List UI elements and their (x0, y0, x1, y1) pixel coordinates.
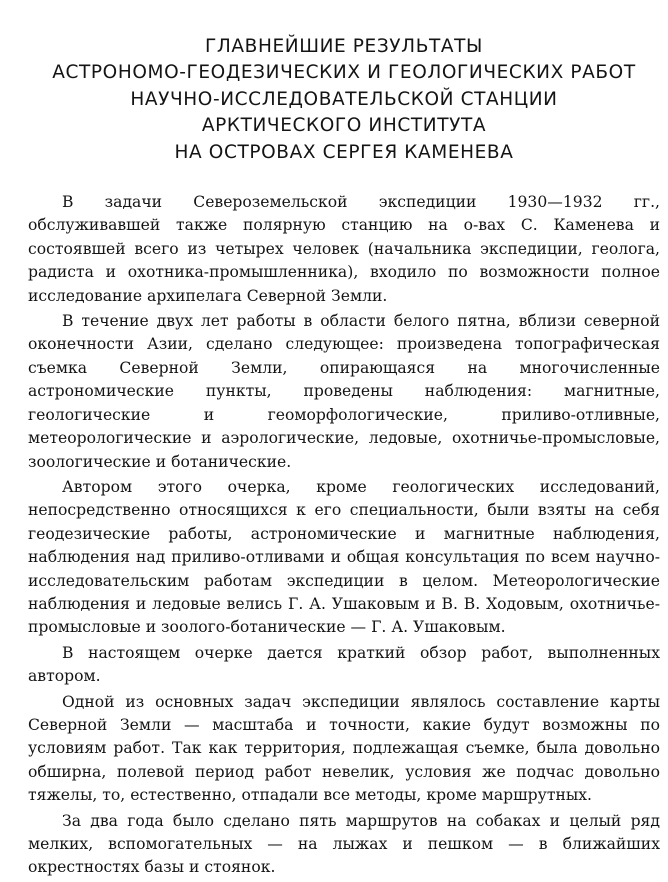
title-line: АСТРОНОМО-ГЕОДЕЗИЧЕСКИХ И ГЕОЛОГИЧЕСКИХ РАБОТ (52, 62, 636, 84)
document-body (28, 191, 660, 880)
title-line: НА ОСТРОВАХ СЕРГЕЯ КАМЕНЕВА (174, 141, 514, 163)
title-line: ГЛАВНЕЙШИЕ РЕЗУЛЬТАТЫ (205, 36, 483, 57)
paragraph: За два года было сделано пять маршрутов на собаках и целый ряд мелких, вспомогательных — на лыжах и пешком — в ближайших окрестностях базы и стоянок. (28, 811, 660, 877)
title-line: НАУЧНО-ИССЛЕДОВАТЕЛЬСКОЙ СТАНЦИИ (130, 88, 558, 110)
paragraph: В настоящем очерке дается краткий обзор работ, выполненных автором. (28, 643, 660, 686)
document-page (28, 34, 660, 882)
paragraph: В задачи Североземельской экспедиции 1930—1932 гг., обслуживавшей также полярную станцию на о-вах С. Каменева и состоявшей всего из четырех человек (начальника экспедиции, геолога, радиста и охотника-промышленника), входило по возможности полное исследование архипелага Северной Земли. (28, 193, 660, 305)
paragraph: Одной из основных задач экспедиции являлось составление карты Северной Земли — масштаба и точности, какие будут возможны по условиям работ. Так как территория, подлежащая съемке, была довольно обширна, полевой период работ невелик, условия же подчас довольно тяжелы, то, естественно, отпадали все методы, кроме маршрутных. (28, 692, 660, 805)
paragraph: В течение двух лет работы в области белого пятна, вблизи северной оконечности Азии, сделано следующее: произведена топографическая съемка Северной Земли, опирающаяся на многочисленные астрономические пункты, проведены наблюдения: магнитные, геологические и геоморфологические, приливо-отливные, метеорологические и аэрологические, ледовые, охотничье-промысловые, зоологические и ботанические. (28, 312, 660, 471)
title-line: АРКТИЧЕСКОГО ИНСТИТУТА (201, 115, 487, 137)
document-title (28, 34, 660, 166)
paragraph: Автором этого очерка, кроме геологических исследований, непосредственно относящихся к его специальности, были взяты на себя геодезические работы, астрономические и магнитные наблюдения, наблюдения над приливо-отливами и общая консультация по всем научно-исследовательским работам экспедиции в целом. Метеорологические наблюдения и ледовые велись Г. А. Ушаковым и В. В. Ходовым, охотничье-промысловые и зоолого-ботанические — Г. А. Ушаковым. (28, 477, 660, 637)
